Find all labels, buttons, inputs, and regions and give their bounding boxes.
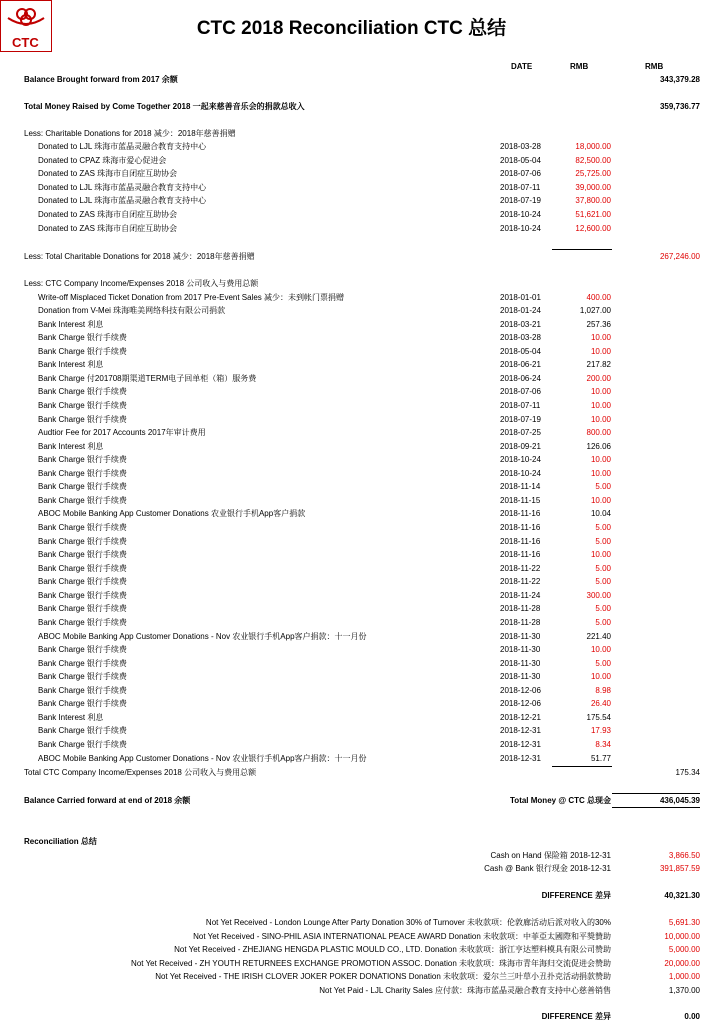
company-row-date: 2018-11-24 [500, 590, 541, 600]
company-row-amount: 5.00 [595, 617, 611, 627]
company-row-date: 2018-07-06 [500, 387, 541, 397]
company-row [0, 453, 703, 467]
charitable-total-value: 267,246.00 [659, 252, 700, 261]
difference-2-label: DIFFERENCE 差异 [541, 1012, 611, 1021]
balance-bf-value: 343,379.28 [659, 75, 700, 84]
company-row-date: 2018-03-21 [500, 319, 541, 329]
charity-row-label: Donated to ZAS 珠海市自闭症互助协会 [38, 210, 178, 219]
balance-cf-bottom-line [612, 807, 700, 808]
company-row-date: 2018-11-30 [500, 658, 541, 668]
cash-on-hand-value: 3,866.50 [668, 851, 700, 860]
reconciliation-item-value: 10,000.00 [664, 931, 700, 941]
charitable-total-row [0, 250, 703, 264]
charity-row-date: 2018-10-24 [500, 223, 541, 233]
reconciliation-item-row [0, 970, 703, 984]
company-row [0, 711, 703, 725]
company-row-amount: 221.40 [586, 631, 611, 641]
company-row-date: 2018-11-16 [500, 523, 541, 533]
charity-row [0, 194, 703, 208]
reconciliation-item-value: 20,000.00 [664, 958, 700, 968]
company-row-amount: 5.00 [595, 536, 611, 546]
company-row-date: 2018-11-22 [500, 577, 541, 587]
company-row-label: Bank Charge 付201708期渠道TERM电子回单柜（箱）服务费 [38, 373, 257, 383]
company-row [0, 724, 703, 738]
company-row-date: 2018-06-21 [500, 360, 541, 370]
company-row [0, 562, 703, 576]
company-row [0, 507, 703, 521]
company-row-date: 2018-11-16 [500, 509, 541, 519]
balance-brought-forward-row [0, 73, 703, 87]
company-row-label: Bank Charge 银行手续费 [38, 400, 127, 410]
charity-row-amount: 12,600.00 [575, 223, 611, 233]
total-raised-label: Total Money Raised by Come Together 2018 一起来慈善音乐会的捐款总收入 [24, 102, 305, 111]
charity-row-label: Donated to LJL 珠海市蓝晶灵融合教育支持中心 [38, 142, 207, 151]
balance-cf-value: 436,045.39 [659, 796, 700, 805]
company-row-label: Bank Charge 银行手续费 [38, 563, 127, 573]
company-row-amount: 10.00 [590, 400, 611, 410]
company-total-label: Total CTC Company Income/Expenses 2018 公司收入与费用总额 [24, 768, 257, 777]
company-row-amount: 5.00 [595, 563, 611, 573]
company-row-date: 2018-05-04 [500, 346, 541, 356]
company-row-date: 2018-11-14 [500, 482, 541, 492]
company-row-label: Bank Charge 银行手续费 [38, 685, 127, 695]
cash-on-hand-row [0, 849, 703, 863]
company-row-amount: 10.00 [590, 550, 611, 560]
company-row-label: Bank Charge 银行手续费 [38, 414, 127, 424]
company-row [0, 440, 703, 454]
company-row-label: Bank Interest 利息 [38, 319, 104, 329]
company-row-date: 2018-11-15 [500, 495, 541, 505]
charity-row-date: 2018-10-24 [500, 210, 541, 219]
company-row-amount: 10.00 [590, 495, 611, 505]
company-row [0, 426, 703, 440]
company-row [0, 616, 703, 630]
company-row-date: 2018-12-06 [500, 699, 541, 709]
company-row [0, 548, 703, 562]
company-row-label: Bank Charge 银行手续费 [38, 645, 127, 655]
company-row-label: ABOC Mobile Banking App Customer Donations - Nov 农业银行手机App客户捐款：十一月份 [38, 753, 367, 763]
charity-row-label: Donated to ZAS 珠海市自闭症互助协会 [38, 169, 178, 179]
charity-row-date: 2018-07-19 [500, 196, 541, 206]
balance-bf-label: Balance Brought forward from 2017 余额 [24, 75, 178, 84]
company-row [0, 684, 703, 698]
company-row-label: Bank Charge 银行手续费 [38, 536, 127, 546]
charity-row [0, 140, 703, 154]
charity-row-date: 2018-07-11 [500, 182, 541, 192]
company-row-label: Bank Charge 银行手续费 [38, 387, 127, 397]
charity-row-label: Donated to ZAS 珠海市自闭症互助协会 [38, 223, 178, 233]
reconciliation-item-row [0, 930, 703, 944]
company-row-amount: 126.06 [586, 441, 611, 451]
company-row-amount: 800.00 [586, 428, 611, 438]
company-row [0, 602, 703, 616]
reconciliation-item-label: Not Yet Received - ZH YOUTH RETURNEES EXCHANGE PROMOTION ASSOC. Donation 未收款项：珠海市青年海归交流促进会赞助 [131, 958, 611, 968]
company-row-amount: 51.77 [590, 753, 611, 763]
company-row-label: Bank Charge 银行手续费 [38, 523, 127, 533]
company-row-date: 2018-10-24 [500, 455, 541, 465]
company-row-amount: 17.93 [590, 726, 611, 736]
company-row-date: 2018-07-11 [500, 400, 541, 410]
company-row-amount: 10.00 [590, 414, 611, 424]
company-row [0, 643, 703, 657]
company-row [0, 413, 703, 427]
charity-row-label: Donated to LJL 珠海市蓝晶灵融合教育支持中心 [38, 196, 207, 206]
company-row-label: ABOC Mobile Banking App Customer Donations - Nov 农业银行手机App客户捐款：十一月份 [38, 631, 367, 641]
reconciliation-heading: Reconciliation 总结 [24, 837, 97, 846]
company-row-date: 2018-11-28 [500, 604, 541, 614]
difference-2-value: 0.00 [684, 1012, 700, 1021]
company-row-label: Bank Charge 银行手续费 [38, 455, 127, 465]
company-row-amount: 200.00 [586, 373, 611, 383]
company-row-amount: 5.00 [595, 482, 611, 492]
company-row-amount: 10.04 [590, 509, 611, 519]
reconciliation-item-value: 5,000.00 [668, 945, 700, 955]
reconciliation-item-label: Not Yet Received - SINO-PHIL ASIA INTERNATIONAL PEACE AWARD Donation 未收款项：中菲亞太國際和平獎贊助 [193, 931, 611, 941]
company-row-date: 2018-06-24 [500, 373, 541, 383]
charitable-total-label: Less: Total Charitable Donations for 2018 减少：2018年慈善捐赠 [24, 252, 255, 261]
company-row-label: Bank Charge 银行手续费 [38, 333, 127, 343]
difference-1-value: 40,321.30 [664, 891, 700, 900]
company-row-label: Write-off Misplaced Ticket Donation from 2017 Pre-Event Sales 减少：未到帐门票捐赠 [38, 292, 345, 302]
company-heading-row [0, 277, 703, 291]
company-row [0, 480, 703, 494]
company-row-date: 2018-11-30 [500, 672, 541, 682]
reconciliation-item-value: 5,691.30 [668, 918, 700, 927]
balance-carried-forward-row [0, 794, 703, 808]
company-row-label: Bank Charge 银行手续费 [38, 482, 127, 492]
total-raised-row [0, 100, 703, 114]
company-row-date: 2018-12-31 [500, 753, 541, 763]
company-row [0, 494, 703, 508]
reconciliation-heading-row [0, 835, 703, 849]
charity-row [0, 222, 703, 236]
company-row-date: 2018-09-21 [500, 441, 541, 451]
company-row-label: Bank Charge 银行手续费 [38, 726, 127, 736]
company-row [0, 291, 703, 305]
company-row-amount: 5.00 [595, 577, 611, 587]
company-row [0, 752, 703, 766]
company-row [0, 657, 703, 671]
company-row [0, 385, 703, 399]
charity-row-label: Donated to LJL 珠海市蓝晶灵融合教育支持中心 [38, 182, 207, 192]
company-row-amount: 217.82 [586, 360, 611, 370]
reconciliation-item-row [0, 943, 703, 957]
company-row-amount: 10.00 [590, 672, 611, 682]
cash-at-bank-row [0, 862, 703, 876]
company-row-amount: 10.00 [590, 645, 611, 655]
difference-row-1 [0, 889, 703, 903]
charity-row-amount: 82,500.00 [575, 155, 611, 165]
reconciliation-item-label: Not Yet Received - THE IRISH CLOVER JOKER POKER DONATIONS Donation 未收款项：爱尔兰三叶草小丑扑克活动捐款赞助 [155, 972, 611, 982]
company-row-label: Bank Charge 银行手续费 [38, 590, 127, 600]
company-row-label: Bank Interest 利息 [38, 360, 104, 370]
company-row [0, 589, 703, 603]
company-row-amount: 5.00 [595, 523, 611, 533]
reconciliation-item-value: 1,370.00 [668, 986, 700, 995]
company-row-amount: 10.00 [590, 455, 611, 465]
company-row-amount: 257.36 [586, 319, 611, 329]
company-row-label: Bank Charge 银行手续费 [38, 739, 127, 749]
company-row-label: Bank Charge 银行手续费 [38, 495, 127, 505]
reconciliation-item-label: Not Yet Paid - LJL Charity Sales 应付款：珠海市蓝晶灵融合教育支持中心慈善销售 [319, 986, 611, 995]
company-row-date: 2018-03-28 [500, 333, 541, 343]
company-row-amount: 175.54 [586, 712, 611, 722]
company-row-label: Bank Interest 利息 [38, 712, 104, 722]
company-row-amount: 5.00 [595, 658, 611, 668]
reconciliation-item-label: Not Yet Received - ZHEJIANG HENGDA PLASTIC MOULD CO., LTD. Donation 未收款项：浙江亨达塑料模具有限公司赞助 [174, 945, 611, 955]
difference-1-label: DIFFERENCE 差异 [541, 891, 611, 900]
company-row-date: 2018-11-30 [500, 645, 541, 655]
company-row-amount: 1,027.00 [579, 306, 611, 316]
company-row-date: 2018-11-16 [500, 536, 541, 546]
charity-row-amount: 51,621.00 [575, 210, 611, 219]
company-row [0, 358, 703, 372]
header-rmb-2: RMB [645, 62, 664, 71]
charity-row-date: 2018-07-06 [500, 169, 541, 179]
company-row-date: 2018-12-31 [500, 726, 541, 736]
company-row-label: Bank Charge 银行手续费 [38, 658, 127, 668]
reconciliation-item-row [0, 916, 703, 930]
charitable-heading: Less: Charitable Donations for 2018 减少：2018年慈善捐赠 [24, 129, 236, 138]
company-row-date: 2018-07-25 [500, 428, 541, 438]
cash-on-hand-label: Cash on Hand 保险箱 2018-12-31 [490, 851, 611, 860]
charity-row-date: 2018-03-28 [500, 142, 541, 151]
reconciliation-item-value: 1,000.00 [668, 972, 700, 982]
company-row-label: Bank Charge 银行手续费 [38, 617, 127, 627]
company-row [0, 697, 703, 711]
company-row-label: Donation from V-Mei 珠海唯美网络科技有限公司捐款 [38, 306, 226, 316]
company-row-date: 2018-12-31 [500, 739, 541, 749]
company-row-amount: 300.00 [586, 590, 611, 600]
company-row-label: Bank Charge 银行手续费 [38, 468, 127, 478]
charity-row-amount: 18,000.00 [575, 142, 611, 151]
company-row-date: 2018-01-24 [500, 306, 541, 316]
cash-at-bank-label: Cash @ Bank 银行现金 2018-12-31 [484, 864, 611, 873]
company-row-label: Bank Charge 银行手续费 [38, 672, 127, 682]
company-row [0, 670, 703, 684]
company-row-date: 2018-12-21 [500, 712, 541, 722]
charity-row-amount: 39,000.00 [575, 182, 611, 192]
reconciliation-item-row [0, 957, 703, 971]
company-row-amount: 10.00 [590, 333, 611, 343]
company-row-label: Bank Charge 银行手续费 [38, 577, 127, 587]
company-row [0, 372, 703, 386]
reconciliation-item-label: Not Yet Received - London Lounge After Party Donation 30% of Turnover 未收款项：伦敦廊活动后派对收入的30% [205, 918, 611, 927]
company-row-label: Bank Charge 银行手续费 [38, 699, 127, 709]
company-row [0, 521, 703, 535]
company-row-label: Bank Charge 银行手续费 [38, 604, 127, 614]
logo-text: CTC [12, 35, 39, 50]
company-row-date: 2018-11-30 [500, 631, 541, 641]
company-total-value: 175.34 [675, 768, 700, 777]
company-row-label: Audtior Fee for 2017 Accounts 2017年审计费用 [38, 428, 206, 438]
company-row [0, 345, 703, 359]
company-heading: Less: CTC Company Income/Expenses 2018 公司收入与费用总额 [24, 279, 259, 288]
company-row [0, 535, 703, 549]
company-row [0, 399, 703, 413]
company-row-label: ABOC Mobile Banking App Customer Donations 农业银行手机App客户捐款 [38, 509, 306, 519]
page-title: CTC 2018 Reconciliation CTC 总结 [196, 18, 507, 39]
company-row-label: Bank Interest 利息 [38, 441, 104, 451]
reconciliation-item-row [0, 984, 703, 998]
company-row [0, 467, 703, 481]
company-row-amount: 26.40 [590, 699, 611, 709]
company-row-date: 2018-12-06 [500, 685, 541, 695]
company-row-date: 2018-10-24 [500, 468, 541, 478]
company-row-label: Bank Charge 银行手续费 [38, 346, 127, 356]
company-row-date: 2018-01-01 [500, 292, 541, 302]
charity-row-date: 2018-05-04 [500, 155, 541, 165]
company-row-label: Bank Charge 银行手续费 [38, 550, 127, 560]
company-row [0, 331, 703, 345]
company-total-row [0, 766, 703, 780]
cash-at-bank-value: 391,857.59 [659, 864, 700, 873]
charitable-heading-row [0, 127, 703, 141]
company-row-amount: 400.00 [586, 292, 611, 302]
company-row-amount: 5.00 [595, 604, 611, 614]
total-raised-value: 359,736.77 [659, 102, 700, 111]
difference-row-2 [0, 1010, 703, 1024]
company-row-amount: 10.00 [590, 346, 611, 356]
charity-row-amount: 25,725.00 [575, 169, 611, 179]
header-rmb-1: RMB [570, 62, 589, 71]
company-row-amount: 8.34 [595, 739, 611, 749]
company-row-date: 2018-07-19 [500, 414, 541, 424]
company-row [0, 575, 703, 589]
company-row-amount: 8.98 [595, 685, 611, 695]
company-row-date: 2018-11-28 [500, 617, 541, 627]
charity-row [0, 167, 703, 181]
company-row [0, 304, 703, 318]
charity-row [0, 208, 703, 222]
company-row-amount: 10.00 [590, 387, 611, 397]
company-row-date: 2018-11-22 [500, 563, 541, 573]
company-row [0, 630, 703, 644]
company-row [0, 738, 703, 752]
balance-cf-mid-label: Total Money @ CTC 总现金 [510, 796, 611, 805]
company-row [0, 318, 703, 332]
header-date: DATE [511, 62, 533, 71]
charity-row-label: Donated to CPAZ 珠海市爱心促进会 [38, 155, 167, 165]
charity-row [0, 181, 703, 195]
charity-row-amount: 37,800.00 [575, 196, 611, 206]
company-row-date: 2018-11-16 [500, 550, 541, 560]
balance-cf-label: Balance Carried forward at end of 2018 余额 [24, 796, 191, 805]
company-row-amount: 10.00 [590, 468, 611, 478]
charity-row [0, 154, 703, 168]
